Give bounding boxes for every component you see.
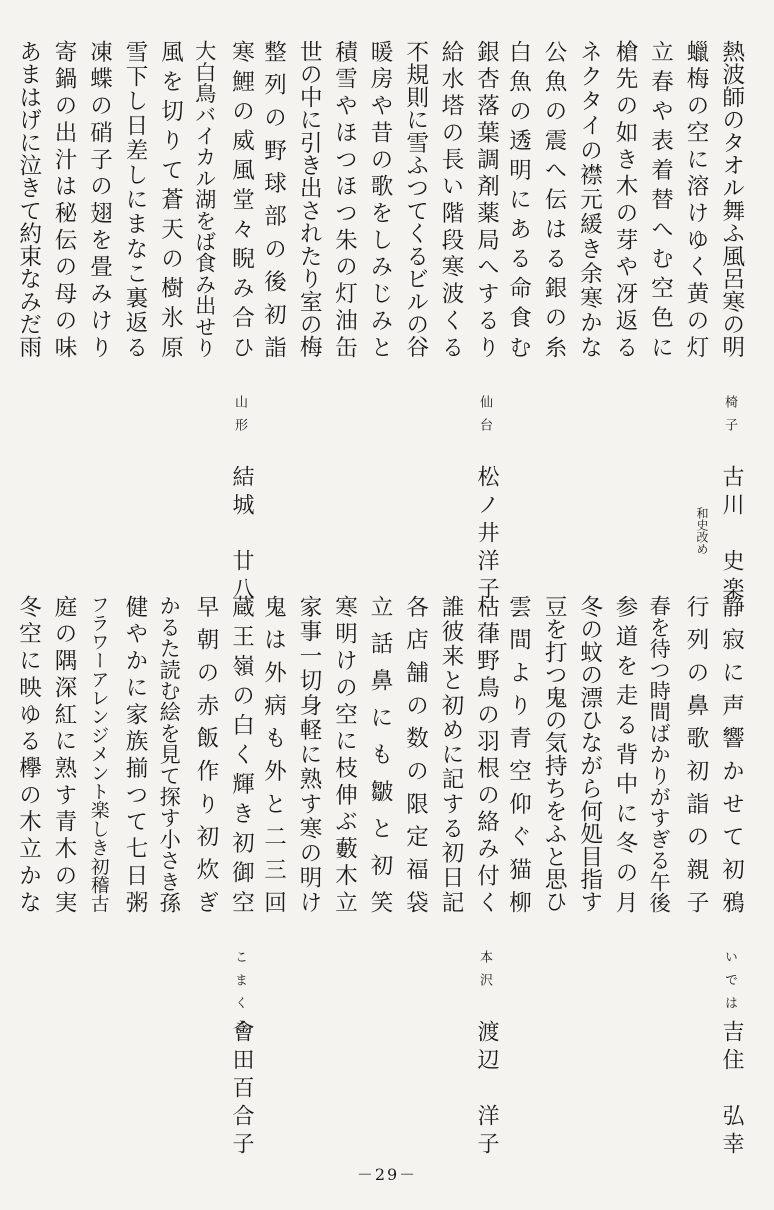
haiku-line: 健やかに家族揃つて七日粥 bbox=[122, 595, 148, 918]
haiku-line: 風を切りて蒼天の樹氷原 bbox=[157, 40, 184, 366]
haiku-line: 庭の隅深紅に熟す青木の実 bbox=[51, 595, 77, 918]
author bbox=[224, 950, 264, 1160]
author bbox=[469, 950, 509, 1160]
haiku-line: 静寂に声響かせて初鴉 bbox=[718, 595, 745, 924]
haiku-line: 豆を打つ鬼の気持ちをふと思ひ bbox=[541, 595, 568, 913]
haiku-line: 雪下し日差しにまなこ裏返る bbox=[122, 40, 148, 361]
haiku-line: 鬼は外病も外と二三回 bbox=[260, 595, 287, 924]
upper-section bbox=[0, 40, 774, 605]
haiku-line: かるた読む絵を見て探す小さき孫 bbox=[157, 595, 183, 913]
haiku-line: 枯葎野鳥の羽根の絡み付く bbox=[473, 595, 500, 918]
author-name: 吉住 弘幸 bbox=[719, 1020, 744, 1160]
lower-section bbox=[0, 595, 774, 1160]
haiku-line: フラワーアレンジメント楽しき初稽古 bbox=[87, 595, 109, 913]
author-name: 古川 史楽 bbox=[719, 465, 744, 605]
haiku-line: 行列の鼻歌初詣の親子 bbox=[683, 595, 709, 924]
haiku-line: 整列の野球部の後初詣 bbox=[260, 40, 287, 369]
haiku-line: 冬の蚊の漂ひながら何処目指す bbox=[576, 595, 603, 913]
haiku-line: 白魚の透明にある命食む bbox=[505, 40, 532, 366]
author bbox=[714, 950, 754, 1160]
haiku-line: 積雪やほつほつ朱の灯油缶 bbox=[331, 40, 358, 363]
haiku-line: 寒明けの空に枝伸ぶ藪木立 bbox=[331, 595, 358, 918]
haiku-line: 世の中に引き出されたり室の梅 bbox=[296, 40, 323, 358]
author-name-note: 和史改め bbox=[695, 507, 709, 555]
haiku-line: 誰彼来と初めに記する初日記 bbox=[438, 595, 464, 916]
haiku-line: 冬空に映ゆる欅の木立かな bbox=[15, 595, 42, 918]
haiku-line: 凍蝶の硝子の翅を畳みけり bbox=[86, 40, 113, 363]
haiku-line: 立話鼻にも皺と初笑 bbox=[367, 595, 393, 928]
haiku-line: 家事一切身軽に熟す寒の明け bbox=[296, 595, 322, 916]
haiku-line: 寄鍋の出汁は秘伝の母の味 bbox=[51, 40, 77, 363]
haiku-line: 寒鯉の威風堂々睨み合ひ bbox=[228, 40, 255, 366]
author-place: 椅子 bbox=[722, 395, 737, 441]
haiku-line: 立春や表着替へむ空色に bbox=[647, 40, 674, 366]
haiku-line: 銀杏落葉調剤薬局へするり bbox=[473, 40, 500, 363]
author-place: 山形 bbox=[232, 395, 247, 441]
author-name: 會田百合子 bbox=[229, 1020, 254, 1160]
author-place: こまくさ bbox=[232, 950, 247, 1042]
author-place: いでは bbox=[722, 950, 737, 1019]
haiku-line: 熱波師のタオル舞ふ風呂寒の明 bbox=[718, 40, 745, 358]
author bbox=[695, 395, 754, 605]
haiku-line: 春を待つ時間ばかりがすぎる午後 bbox=[647, 595, 673, 913]
author-name: 結城 廿八 bbox=[229, 465, 254, 605]
author bbox=[224, 395, 264, 605]
haiku-line: 大白鳥バイカル湖をば食み出せり bbox=[192, 40, 218, 358]
author-name: 松ノ井洋子 bbox=[474, 465, 499, 605]
haiku-line: 公魚の震へ伝はる銀の糸 bbox=[541, 40, 567, 366]
haiku-line: 雲間より青空仰ぐ猫柳 bbox=[505, 595, 532, 924]
haiku-line: 不規則に雪ふつてくるビルの谷 bbox=[402, 40, 429, 358]
haiku-line: 蔵王嶺の白く輝き初御空 bbox=[228, 595, 255, 921]
haiku-line: 槍先の如き木の芽や冴返る bbox=[612, 40, 638, 363]
author-name: 渡辺 洋子 bbox=[474, 1020, 499, 1160]
haiku-line: ネクタイの襟元緩き余寒かな bbox=[576, 40, 603, 361]
haiku-line: 給水塔の長い階段寒波くる bbox=[438, 40, 464, 363]
author-place: 仙台 bbox=[477, 395, 492, 441]
haiku-line: 早朝の赤飯作り初炊ぎ bbox=[193, 595, 219, 924]
haiku-line: 参道を走る背中に冬の月 bbox=[612, 595, 638, 921]
haiku-line: 蠟梅の空に溶けゆく黄の灯 bbox=[683, 40, 709, 363]
haiku-line: 暖房や昔の歌をしみじみと bbox=[367, 40, 393, 363]
author bbox=[469, 395, 509, 605]
haiku-line: あまはげに泣きて約束なみだ雨 bbox=[15, 40, 42, 358]
author-place: 本沢 bbox=[477, 950, 492, 996]
haiku-line: 各店舗の数の限定福袋 bbox=[402, 595, 429, 924]
page-number: －29－ bbox=[356, 1165, 418, 1184]
